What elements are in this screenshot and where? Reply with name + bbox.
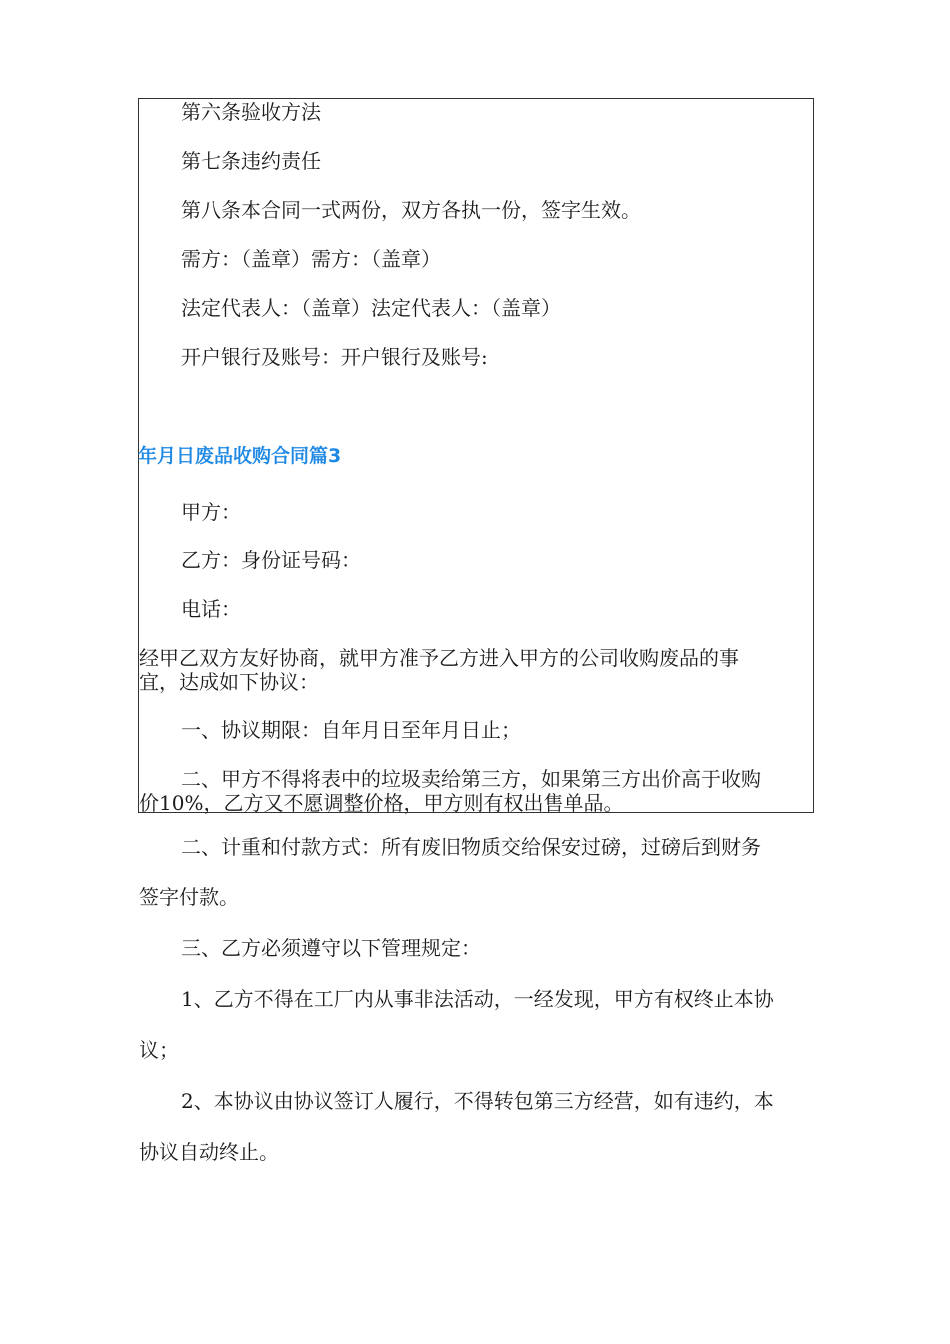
term-1: 一、协议期限：自年月日至年月日止； [181, 718, 521, 742]
article-8: 第八条本合同一式两份，双方各执一份，签字生效。 [181, 198, 641, 222]
phone: 电话： [181, 597, 241, 621]
bank-account-line: 开户银行及账号：开户银行及账号: [181, 345, 488, 369]
rule-2-line-2: 协议自动终止。 [139, 1140, 279, 1164]
rule-1-line-1: 1、乙方不得在工厂内从事非法活动，一经发现，甲方有权终止本协 [181, 987, 774, 1011]
party-a: 甲方： [181, 500, 241, 524]
seal-line: 需方：（盖章）需方：（盖章） [181, 247, 441, 271]
section-heading: 年月日废品收购合同篇3 [138, 445, 342, 467]
payment-line-1: 二、计重和付款方式：所有废旧物质交给保安过磅，过磅后到财务 [181, 835, 761, 859]
term-2-line-2: 价10%，乙方又不愿调整价格，甲方则有权出售单品。 [139, 791, 624, 815]
term-2-line-1: 二、甲方不得将表中的垃圾卖给第三方，如果第三方出价高于收购 [181, 767, 761, 791]
article-6: 第六条验收方法 [181, 100, 321, 124]
intro-line-2: 宜，达成如下协议： [139, 670, 319, 694]
party-b: 乙方：身份证号码： [181, 548, 361, 572]
intro-line-1: 经甲乙双方友好协商，就甲方准予乙方进入甲方的公司收购废品的事 [139, 646, 739, 670]
article-7: 第七条违约责任 [181, 149, 321, 173]
payment-line-2: 签字付款。 [139, 885, 239, 909]
rules-heading: 三、乙方必须遵守以下管理规定： [181, 936, 481, 960]
rule-2-line-1: 2、本协议由协议签订人履行，不得转包第三方经营，如有违约，本 [181, 1089, 774, 1113]
legal-rep-line: 法定代表人：（盖章）法定代表人：（盖章） [181, 296, 561, 320]
rule-1-line-2: 议； [139, 1038, 179, 1062]
